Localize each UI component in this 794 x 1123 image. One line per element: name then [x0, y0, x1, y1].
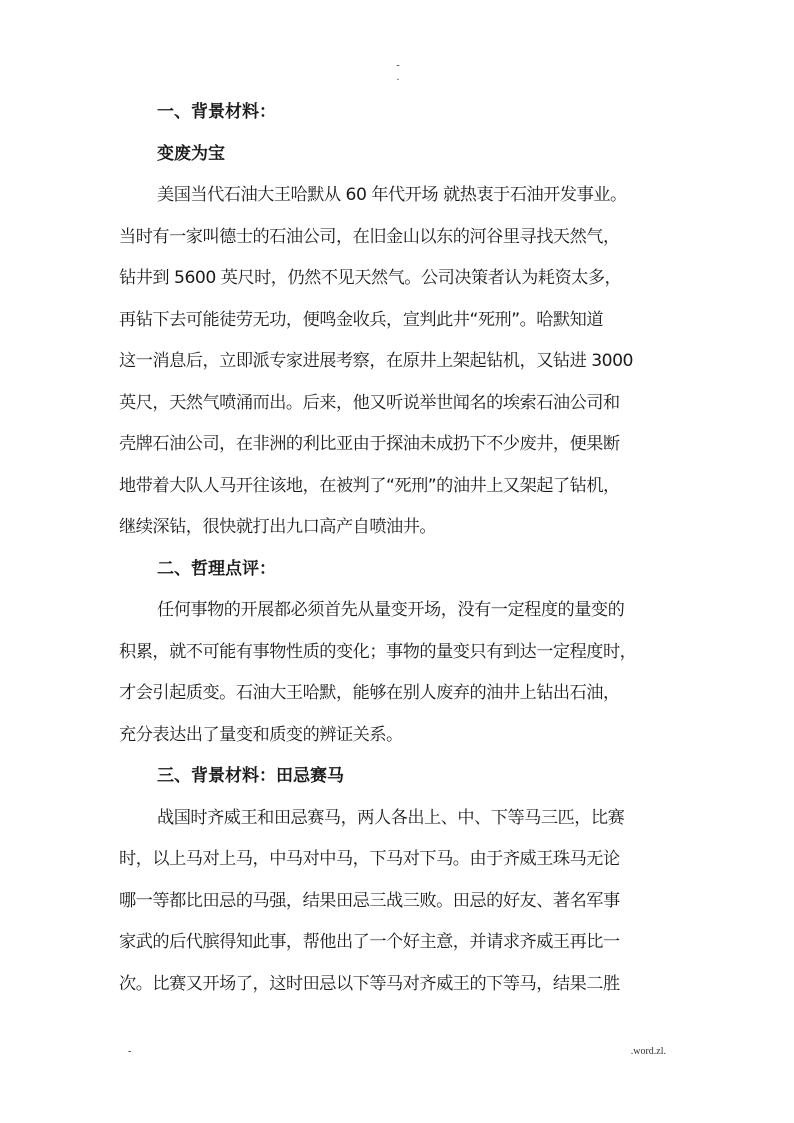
paragraph-line: 当时有一家叫德士的石油公司，在旧金山以东的河谷里寻找天然气，	[119, 226, 620, 247]
section-1-subheading: 变废为宝	[157, 143, 225, 164]
paragraph-line: 壳牌石油公司，在非洲的利比亚由于探油未成扔下不少废井，便果断	[119, 434, 620, 454]
header-mark: - .	[396, 60, 400, 83]
document-body	[119, 102, 675, 1015]
section-3-heading: 三、背景材料：田忌赛马	[157, 766, 344, 786]
paragraph-line: 时，以上马对上马，中马对中马，下马对下马。由于齐威王珠马无论	[119, 849, 620, 869]
paragraph-line: 这一消息后，立即派专家进展考察，在原井上架起钻机，又钻进 3000	[119, 351, 633, 371]
paragraph-line: 充分表达出了量变和质变的辨证关系。	[119, 724, 403, 745]
section-1-heading: 一、背景材料：	[157, 102, 276, 122]
paragraph-line: 积累，就不可能有事物性质的变化；事物的量变只有到达一定程度时，	[119, 641, 637, 662]
paragraph-line: 才会引起质变。石油大王哈默，能够在别人废弃的油井上钻出石油，	[119, 683, 620, 703]
paragraph-line: 哪一等都比田忌的马强，结果田忌三战三败。田忌的好友、著名军事	[119, 890, 620, 911]
paragraph-line: 战国时齐威王和田忌赛马，两人各出上、中、下等马三匹，比赛	[157, 807, 625, 828]
paragraph-line: 再钻下去可能徒劳无功，便鸣金收兵，宣判此井“死刑”。哈默知道	[119, 309, 604, 330]
paragraph-line: 家武的后代膑得知此事，帮他出了一个好主意，并请求齐威王再比一	[119, 932, 620, 952]
paragraph-line: 地带着大队人马开往该地，在被判了“死刑”的油井上又架起了钻机，	[119, 475, 620, 496]
paragraph-line: 钻井到 5600 英尺时，仍然不见天然气。公司决策者认为耗资太多，	[119, 268, 622, 288]
footer-right-text: .word.zl.	[630, 1046, 666, 1057]
paragraph-line: 继续深钻，很快就打出九口高产自喷油井。	[119, 517, 437, 537]
paragraph-line: 任何事物的开展都必须首先从量变开场，没有一定程度的量变的	[157, 600, 625, 620]
section-2-heading: 二、哲理点评：	[157, 558, 276, 579]
paragraph-line: 美国当代石油大王哈默从 60 年代开场 就热衷于石油开发事业。	[157, 185, 627, 205]
paragraph-line: 次。比赛又开场了，这时田忌以下等马对齐威王的下等马，结果二胜	[119, 973, 620, 994]
footer-left-mark: -	[128, 1046, 132, 1057]
paragraph-line: 英尺，天然气喷涌而出。后来，他又听说举世闻名的埃索石油公司和	[119, 392, 620, 413]
